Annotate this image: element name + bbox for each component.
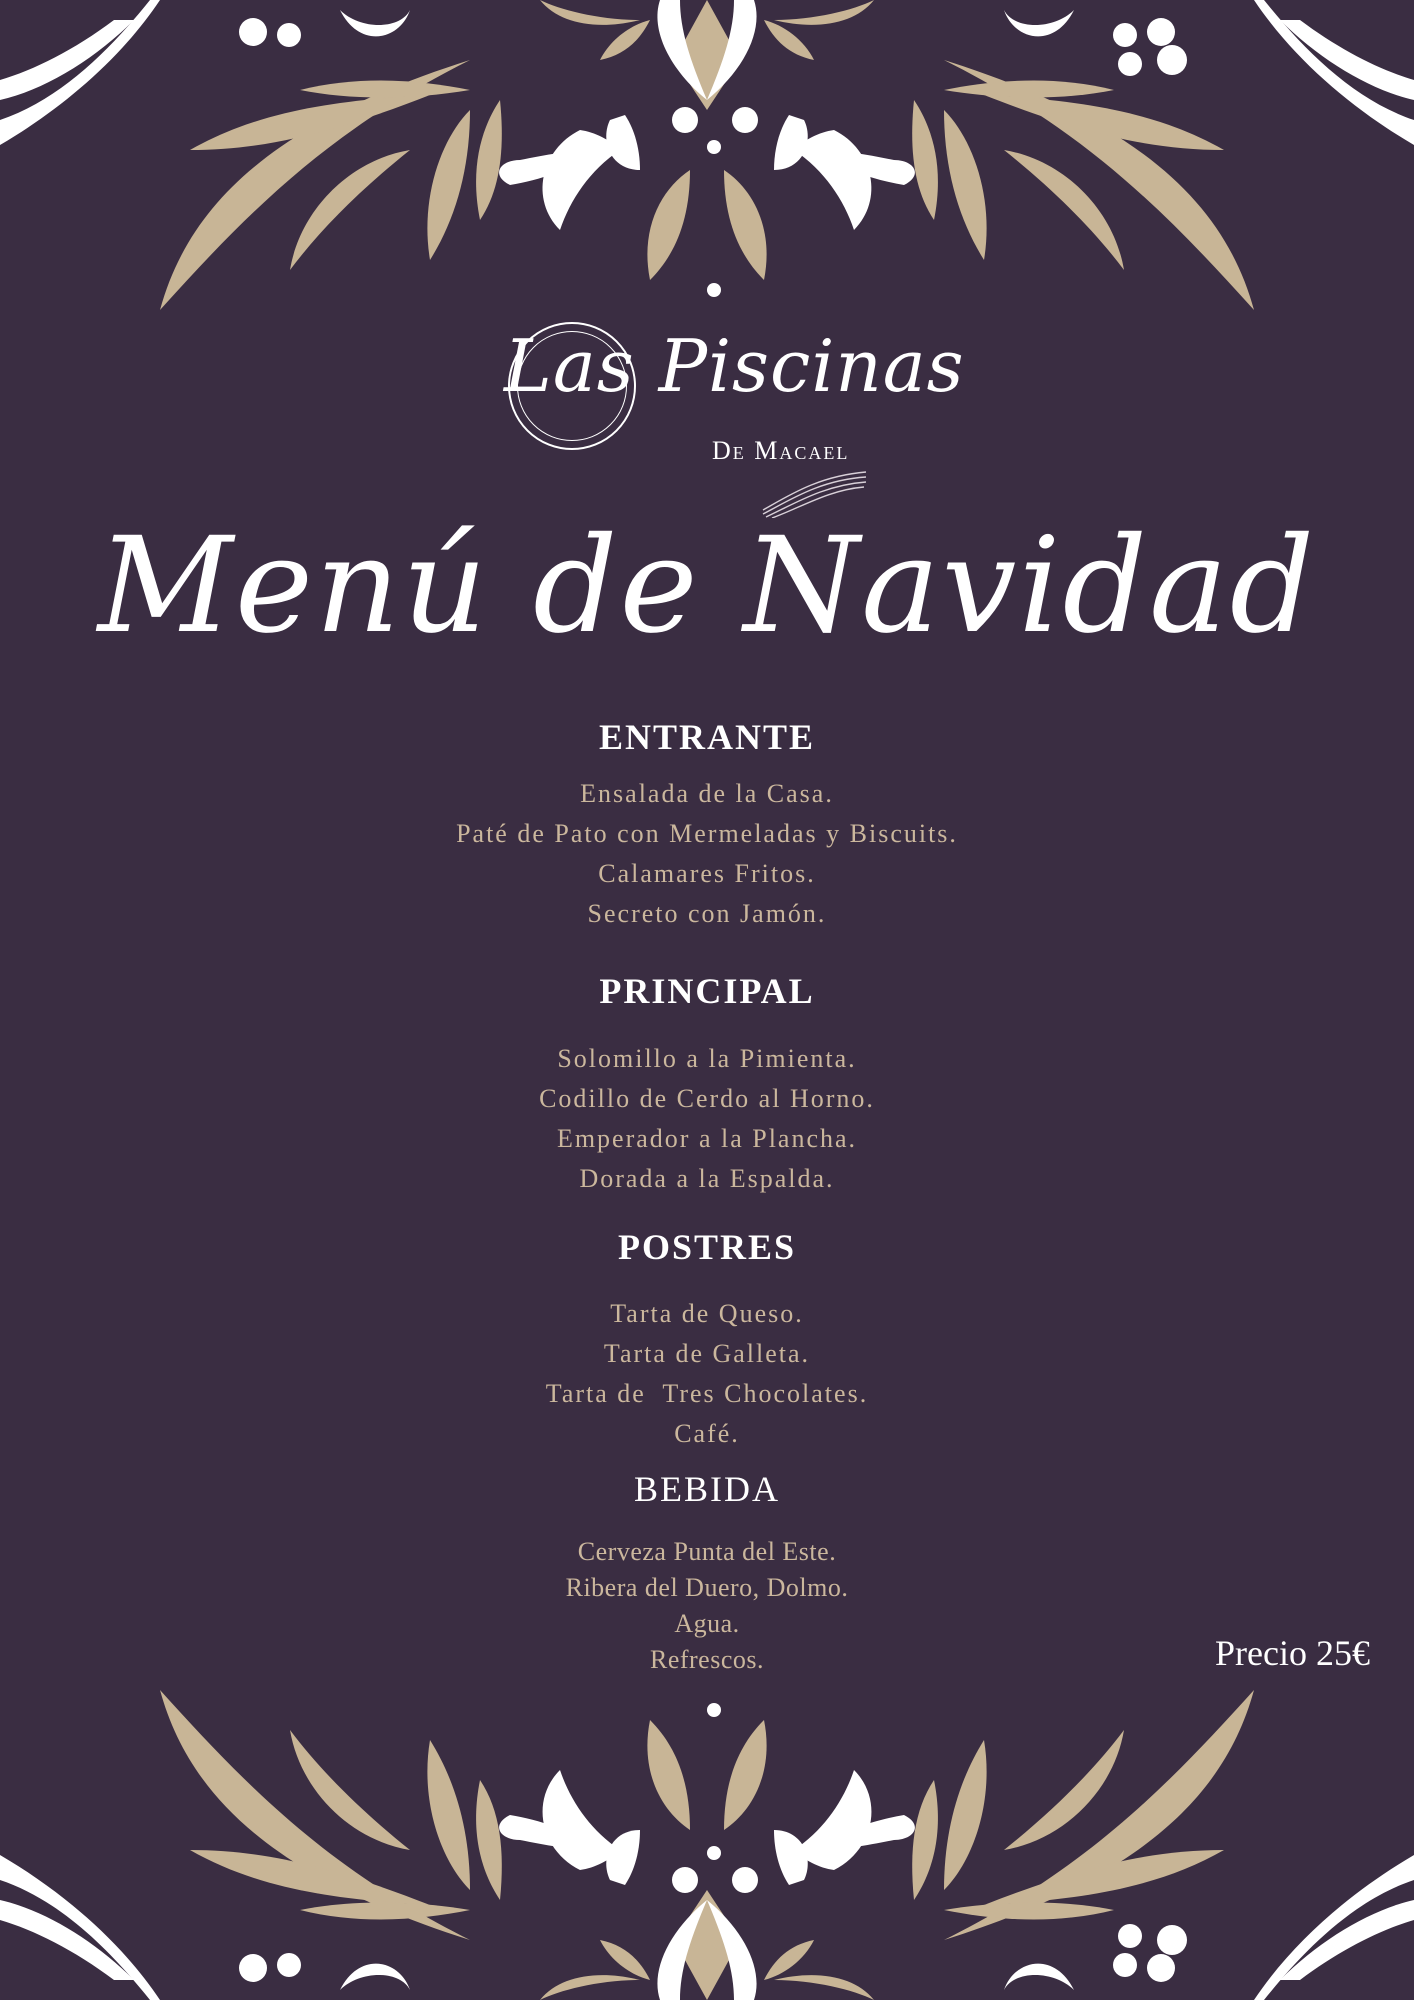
menu-item: Agua. — [674, 1609, 740, 1638]
menu-item: Refrescos. — [649, 1645, 764, 1674]
section-title-principal: PRINCIPAL — [599, 971, 815, 1011]
section-title-postres: POSTRES — [617, 1227, 797, 1267]
menu-item: Tarta de Galleta. — [603, 1339, 811, 1368]
logo-subtitle: De Macael — [712, 436, 850, 465]
section-items-bebida — [0, 1534, 1414, 1678]
price-label: Precio 25€ — [1215, 1633, 1370, 1673]
menu-item: Emperador a la Plancha. — [556, 1124, 858, 1153]
menu-item: Tarta de Queso. — [610, 1299, 804, 1328]
floral-ornament-top — [0, 0, 1414, 320]
menu-item: Café. — [674, 1419, 740, 1448]
menu-item: Tarta de Tres Chocolates. — [545, 1379, 869, 1408]
section-items-principal — [0, 1039, 1414, 1199]
menu-item: Paté de Pato con Mermeladas y Biscuits. — [456, 819, 958, 848]
menu-item: Solomillo a la Pimienta. — [557, 1044, 857, 1073]
section-items-entrante — [0, 774, 1414, 934]
menu-item: Cerveza Punta del Este. — [577, 1537, 837, 1566]
menu-item: Secreto con Jamón. — [587, 899, 827, 928]
menu-item: Dorada a la Espalda. — [579, 1164, 835, 1193]
floral-ornament-bottom — [0, 1680, 1414, 2000]
section-title-bebida: BEBIDA — [634, 1469, 780, 1509]
section-title-entrante: ENTRANTE — [598, 717, 816, 757]
logo-name: Las Piscinas — [504, 324, 965, 408]
restaurant-logo — [500, 318, 965, 518]
menu-title: Menú de Navidad — [97, 509, 1317, 663]
menu-item: Codillo de Cerdo al Horno. — [539, 1084, 875, 1113]
menu-item: Ensalada de la Casa. — [580, 779, 834, 808]
menu-item: Ribera del Duero, Dolmo. — [565, 1573, 849, 1602]
section-items-postres — [0, 1294, 1414, 1454]
menu-item: Calamares Fritos. — [598, 859, 816, 888]
